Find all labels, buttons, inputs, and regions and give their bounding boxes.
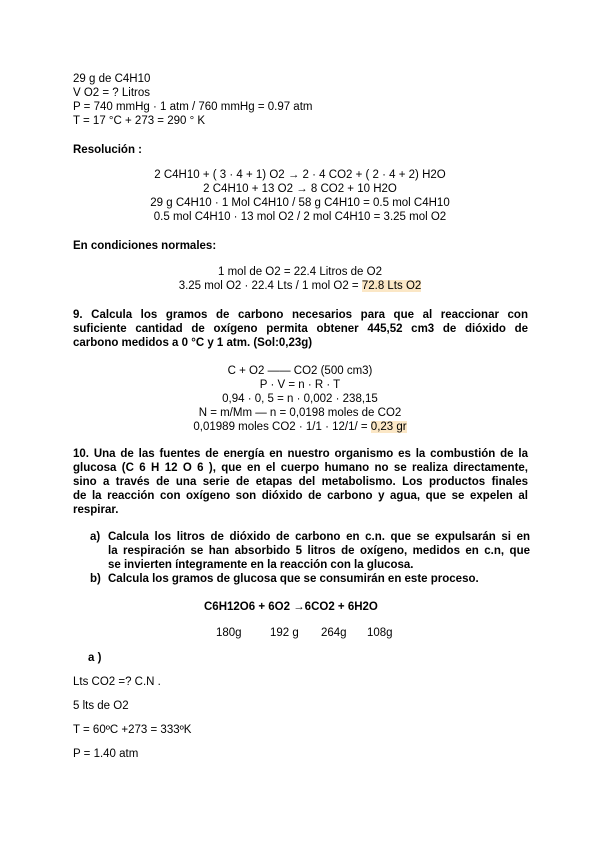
equation-line: 29 g C4H10 · 1 Mol C4H10 / 58 g C4H10 = 0.5 mol C4H10 (150, 197, 450, 209)
part-a-data: 5 lts de O2 (73, 700, 129, 712)
equation-text: 0,01989 moles CO2 · 1/1 · 12/1/ = (193, 421, 371, 433)
statement-line: 9. Calcula los gramos de carbono necesarios para que al reaccionar con (73, 309, 528, 321)
molar-mass-glucose: 180g (216, 627, 242, 639)
question-a (90, 530, 530, 572)
part-a-heading: a ) (88, 652, 102, 664)
problem-9-statement (73, 308, 528, 350)
question-b (90, 572, 530, 586)
given-mass: 29 g de C4H10 (73, 73, 151, 85)
problem-10-statement (73, 447, 528, 517)
part-a-data: Lts CO2 =? C.N . (73, 676, 161, 688)
question-label: a) (90, 531, 101, 543)
given-pressure: P = 740 mmHg · 1 atm / 760 mmHg = 0.97 atm (73, 101, 313, 113)
given-temperature: T = 17 °C + 273 = 290 ° K (73, 115, 206, 127)
molar-mass-water: 108g (367, 627, 393, 639)
normales-heading: En condiciones normales: (73, 240, 217, 252)
equation-line: 2 C4H10 + ( 3 · 4 + 1) O2 → 2 · 4 CO2 + ( 2 · 4 + 2) H2O (154, 169, 446, 181)
statement-line: glucosa (C 6 H 12 O 6 ), que en el cuerpo humano no se realiza directamente, (73, 462, 528, 474)
statement-line: de la reacción con oxígeno son dióxido de carbono y agua, que se expelen al (73, 490, 528, 502)
equation-line (0, 420, 600, 434)
statement-line: suficiente cantidad de oxígeno permita obtener 445,52 cm3 de dióxido de (73, 323, 528, 335)
statement-line: respirar. (73, 504, 119, 516)
molar-mass-oxygen: 192 g (270, 627, 299, 639)
statement-line: sino a través de una serie de etapas del metabolismo. Los productos finales (73, 476, 528, 488)
equation-line: 1 mol de O2 = 22.4 Litros de O2 (218, 266, 382, 278)
given-volume: V O2 = ? Litros (73, 87, 151, 99)
equation-line: 0.5 mol C4H10 · 13 mol O2 / 2 mol C4H10 = 3.25 mol O2 (153, 211, 447, 223)
part-a-data: T = 60ºC +273 = 333ºK (73, 724, 192, 736)
question-line: la respiración se han absorbido 5 litros de oxígeno, medidos en c.n, que (108, 545, 530, 557)
question-label: b) (90, 573, 101, 585)
highlighted-result: 72.8 Lts O2 (361, 280, 422, 292)
question-line: Calcula los gramos de glucosa que se consumirán en este proceso. (108, 573, 479, 585)
equation-line (0, 279, 600, 293)
equation-line: C + O2 —— CO2 (500 cm3) (227, 365, 373, 377)
equation-text: 3.25 mol O2 · 22.4 Lts / 1 mol O2 = (178, 280, 362, 292)
glucose-reaction: C6H12O6 + 6O2 →6CO2 + 6H2O (204, 601, 378, 613)
statement-line: carbono medidos a 0 °C y 1 atm. (Sol:0,23g) (73, 337, 313, 349)
resolucion-heading: Resolución : (73, 144, 143, 156)
statement-line: 10. Una de las fuentes de energía en nuestro organismo es la combustión de la (73, 448, 528, 460)
highlighted-result: 0,23 gr (370, 421, 407, 433)
molar-mass-co2: 264g (321, 627, 347, 639)
equation-line: 2 C4H10 + 13 O2 → 8 CO2 + 10 H2O (203, 183, 397, 195)
question-line: se invierten íntegramente en la reacción con la glucosa. (108, 559, 414, 571)
question-line: Calcula los litros de dióxido de carbono en c.n. que se expulsarán si en (108, 531, 530, 543)
equation-line: N = m/Mm — n = 0,0198 moles de CO2 (198, 407, 402, 419)
part-a-data: P = 1.40 atm (73, 748, 139, 760)
equation-line: P · V = n · R · T (259, 379, 341, 391)
equation-line: 0,94 · 0, 5 = n · 0,002 · 238,15 (222, 393, 378, 405)
